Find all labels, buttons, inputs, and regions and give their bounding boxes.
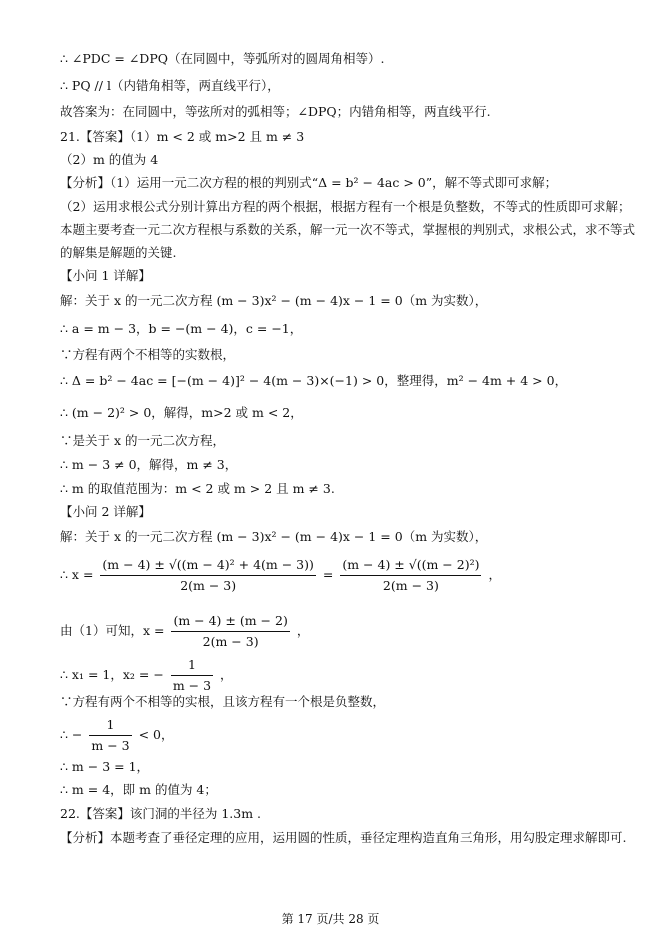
- text-line: ∴ m − 3 ≠ 0，解得，m ≠ 3，: [60, 457, 238, 472]
- fraction: $\frac{(m - 4) \pm (m - 2)}{2(m - 3)}$: [173, 613, 288, 649]
- text-line: ∴ Δ = b² − 4ac = [−(m − 4)]² − 4(m − 3)×(−1) > 0，整理得，m² − 4m + 4 > 0，: [60, 373, 568, 388]
- text-line: 解：关于 x 的一元二次方程 (m − 3)x² − (m − 4)x − 1 = 0（m 为实数），: [60, 529, 488, 544]
- formula-quadratic-roots: ∴ x = $\frac{\text{(m − 4) ± √((m − 4)² + 4(m − 3))}}{2(m - 3)}$ = $\frac{\text{(m − 4) ± √((m − 2)²)}}{2(m - 3)}$ ，: [60, 557, 501, 593]
- text-line: ∵方程有两个不相等的实数根，: [60, 347, 236, 362]
- answer-21-part2: （2）m 的值为 4: [60, 152, 159, 167]
- text-line: ∴ a = m − 3，b = −(m − 4)，c = −1，: [60, 321, 303, 336]
- text-line: ∴ m 的取值范围为：m < 2 或 m > 2 且 m ≠ 3.: [60, 481, 335, 496]
- fraction: $\frac{1}{m - 3}$: [172, 657, 212, 693]
- text-line: 故答案为：在同圆中，等弦所对的弧相等；∠DPQ；内错角相等，两直线平行.: [60, 104, 491, 119]
- text-line: ∴ m = 4，即 m 的值为 4；: [60, 782, 217, 797]
- text-line: ∴ PQ // l（内错角相等，两直线平行），: [60, 78, 280, 93]
- text-line: ∴ ∠PDC = ∠DPQ（在同圆中，等弧所对的圆周角相等）.: [60, 51, 385, 66]
- text-line: ∵方程有两个不相等的实根，且该方程有一个根是负整数，: [60, 694, 386, 709]
- text-line: （2）运用求根公式分别计算出方程的两个根据，根据方程有一个根是负整数，不等式的性质即可求解；: [60, 199, 631, 214]
- text-line: ∵是关于 x 的一元二次方程，: [60, 433, 225, 448]
- formula-x-simplified: 由（1）可知，x = $\frac{(m - 4) \pm (m - 2)}{2(m - 3)}$ ，: [60, 613, 310, 649]
- fraction: $\frac{\text{(m − 4) ± √((m − 2)²)}}{2(m - 3)}$: [342, 557, 480, 593]
- formula-inequality: ∴ − $\frac{1}{m - 3}$ < 0，: [60, 717, 174, 753]
- answer-21: 21.【答案】（1）m < 2 或 m>2 且 m ≠ 3: [60, 129, 305, 144]
- formula-roots-x1-x2: ∴ x₁ = 1，x₂ = − $\frac{1}{m - 3}$ ，: [60, 657, 233, 693]
- text-line: 本题主要考查一元二次方程根与系数的关系，解一元一次不等式，掌握根的判别式，求根公式，求不等式: [60, 222, 636, 237]
- analysis-heading: 【分析】（1）运用一元二次方程的根的判别式“Δ = b² − 4ac > 0”，解不等式即可求解；: [60, 175, 558, 190]
- sub-question-1-heading: 【小问 1 详解】: [60, 268, 151, 283]
- page-number: 第 17 页/共 28 页: [281, 912, 380, 926]
- fraction: $\frac{\text{(m − 4) ± √((m − 4)² + 4(m − 3))}}{2(m - 3)}$: [102, 557, 314, 593]
- text-line: 解：关于 x 的一元二次方程 (m − 3)x² − (m − 4)x − 1 = 0（m 为实数），: [60, 293, 488, 308]
- sub-question-2-heading: 【小问 2 详解】: [60, 504, 151, 519]
- text-line: ∴ (m − 2)² > 0，解得，m>2 或 m < 2，: [60, 405, 303, 420]
- text-line: 的解集是解题的关键.: [60, 245, 177, 260]
- analysis-22: 【分析】本题考查了垂径定理的应用，运用圆的性质，垂径定理构造直角三角形，用勾股定理求解即可.: [60, 830, 627, 845]
- fraction: $\frac{1}{m - 3}$: [91, 717, 130, 753]
- text-line: ∴ m − 3 = 1，: [60, 759, 150, 774]
- answer-22: 22.【答案】该门洞的半径为 1.3m .: [60, 806, 262, 821]
